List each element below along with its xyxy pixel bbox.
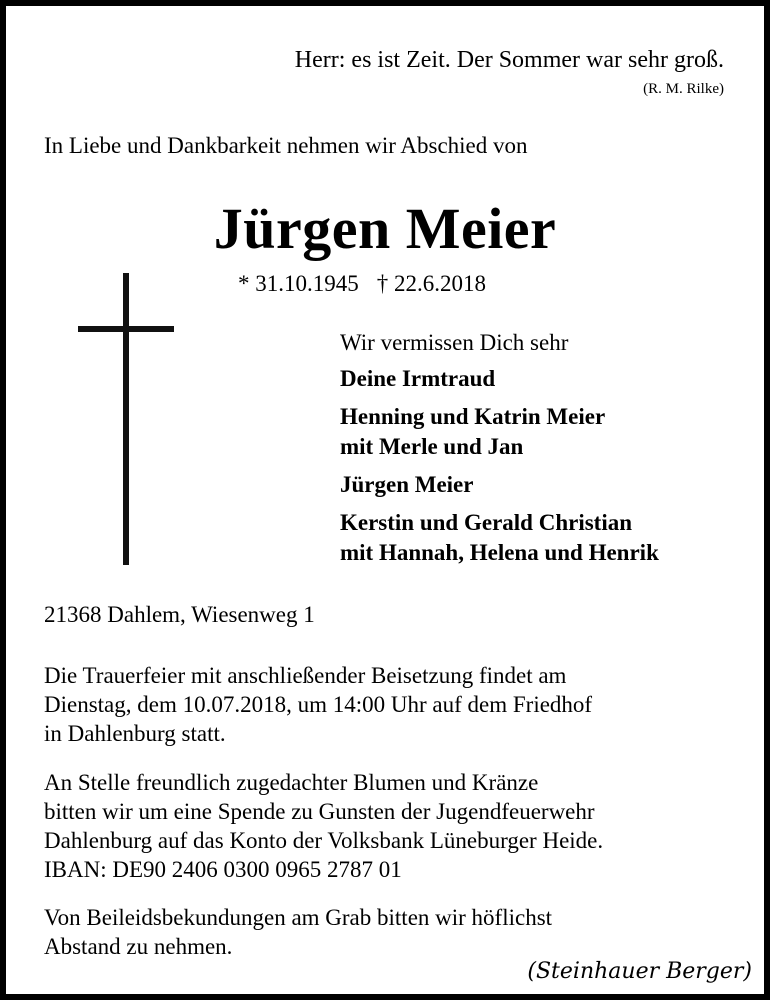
paragraph-line: in Dahlenburg statt.	[44, 721, 226, 746]
mourner-line: Kerstin und Gerald Christian	[340, 510, 633, 535]
quote-author: (R. M. Rilke)	[643, 81, 724, 97]
life-dates	[238, 270, 486, 298]
stonemason-signature: (Steinhauer Berger)	[527, 959, 752, 984]
mourner-line: Deine Irmtraud	[340, 366, 496, 391]
paragraph-line: An Stelle freundlich zugedachter Blumen und Kränze	[44, 770, 539, 795]
rilke-quote: Herr: es ist Zeit. Der Sommer war sehr groß.	[294, 47, 724, 73]
birth-date: * 31.10.1945	[238, 271, 359, 296]
mourners-list	[340, 328, 659, 568]
paragraph-line: Abstand zu nehmen.	[44, 934, 233, 959]
deceased-name: Jürgen Meier	[213, 196, 557, 261]
mourner-line: mit Hannah, Helena und Henrik	[340, 540, 659, 565]
paragraph-line: Von Beileidsbekundungen am Grab bitten wir höflichst	[44, 905, 553, 930]
iban-line: IBAN: DE90 2406 0300 0965 2787 01	[44, 857, 402, 882]
mourner-line: mit Merle und Jan	[340, 434, 524, 459]
mourner-line: Henning und Katrin Meier	[340, 404, 606, 429]
death-date: † 22.6.2018	[376, 271, 486, 296]
cross-vertical-beam	[123, 273, 129, 565]
paragraph-line: Dienstag, dem 10.07.2018, um 14:00 Uhr auf dem Friedhof	[44, 692, 593, 717]
funeral-paragraph	[44, 661, 592, 748]
paragraph-line: Dahlenburg auf das Konto der Volksbank Lüneburger Heide.	[44, 828, 604, 853]
paragraph-line: bitten wir um eine Spende zu Gunsten der Jugendfeuerwehr	[44, 799, 595, 824]
intro-line: In Liebe und Dankbarkeit nehmen wir Abschied von	[44, 133, 528, 158]
mourner-line: Jürgen Meier	[340, 472, 474, 497]
condolence-paragraph	[44, 903, 552, 961]
paragraph-line: Die Trauerfeier mit anschließender Beisetzung findet am	[44, 663, 567, 688]
cross-horizontal-beam	[78, 326, 174, 332]
donation-paragraph	[44, 768, 603, 884]
family-address: 21368 Dahlem, Wiesenweg 1	[44, 602, 315, 627]
mourners-heading: Wir vermissen Dich sehr	[340, 330, 569, 355]
